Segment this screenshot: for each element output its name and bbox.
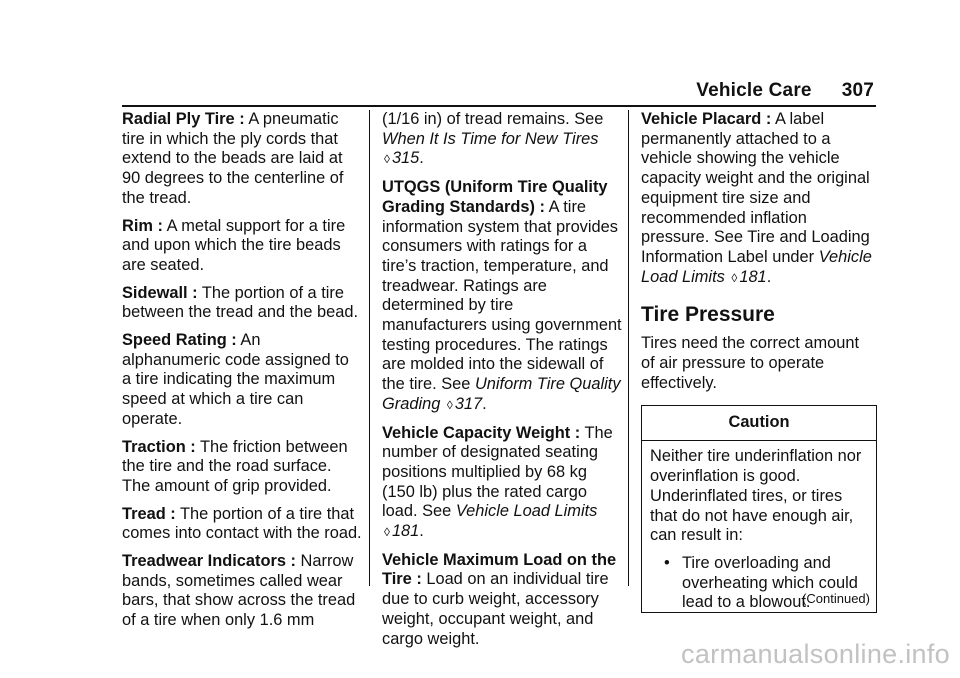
header-rule	[122, 105, 876, 107]
cross-reference-link[interactable]: Uniform Tire Quality Grading	[382, 375, 621, 413]
bullet-text: Tire overloading and overheating which could lead to a blowout.	[682, 553, 858, 612]
column-divider-1	[369, 110, 370, 586]
glossary-term: UTQGS (Uniform Tire Quality Grading Standards) :	[382, 178, 608, 216]
page-ref-icon: ◊	[446, 397, 453, 412]
caution-title: Caution	[642, 406, 876, 441]
page-ref-icon: ◊	[384, 525, 390, 540]
section-heading: Tire Pressure	[641, 303, 775, 327]
glossary-term: Vehicle Capacity Weight :	[382, 423, 581, 442]
glossary-definition: A metal support for a tire and upon which the tire beads are seated.	[122, 216, 346, 274]
glossary-entry-vehicle-placard	[641, 110, 877, 288]
cross-reference-link[interactable]: Vehicle Load Limits	[455, 502, 598, 521]
glossary-term: Vehicle Maximum Load on the Tire :	[382, 550, 617, 589]
page-reference[interactable]: 181	[739, 267, 767, 286]
cross-reference-link[interactable]: When It Is Time for New Tires	[382, 129, 599, 148]
glossary-entry-treadwear-indicators	[122, 552, 362, 631]
period: .	[419, 522, 424, 541]
caution-box	[641, 405, 877, 613]
page-reference[interactable]: 181	[391, 522, 420, 541]
glossary-definition: The friction between the tire and the road surface. The amount of grip provided.	[122, 437, 348, 495]
page-number: 307	[841, 80, 874, 101]
section-name: Vehicle Care	[696, 80, 812, 101]
glossary-entry-utqgs	[382, 178, 622, 415]
column-1	[122, 110, 362, 639]
period: .	[482, 394, 487, 413]
column-3	[641, 110, 877, 613]
column-2	[382, 110, 622, 657]
period: .	[419, 149, 424, 168]
glossary-definition: Narrow bands, sometimes called wear bars, that show across the tread of a tire when only 1.6 mm	[122, 552, 356, 630]
glossary-definition: A label permanently attached to a vehicle showing the vehicle capacity weight and the original equipment tire size and recommended inflation pressure. See Tire and Loading Information Label under	[641, 110, 870, 266]
cross-reference-link[interactable]: Vehicle Load Limits	[641, 247, 872, 286]
page-header	[696, 80, 874, 102]
glossary-definition: A tire information system that provides consumers with ratings for a tire’s traction, temperature, and treadwear. Ratings are determined by tire manufacturers using government testing procedures. The ratings are molded into the sidewall of the tire. See	[382, 197, 622, 394]
glossary-entry-traction	[122, 438, 362, 497]
glossary-entry-speed-rating	[122, 331, 362, 430]
glossary-definition: The number of designated seating positions multiplied by 68 kg (150 lb) plus the rated cargo load. See	[382, 423, 613, 521]
site-watermark: carmanualsonline.info	[681, 639, 950, 669]
glossary-entry-vehicle-maximum-load	[382, 551, 622, 650]
glossary-definition: The portion of a tire between the tread and the bead.	[122, 283, 359, 322]
column-divider-2	[628, 110, 629, 586]
glossary-term: Radial Ply Tire :	[122, 110, 245, 128]
glossary-definition: A pneumatic tire in which the ply cords that extend to the beads are laid at 90 degrees to the centerline of the tread.	[122, 110, 344, 207]
bullet-icon: •	[664, 553, 670, 572]
continuation-text: (1/16 in) of tread remains. See	[382, 110, 604, 128]
page-ref-icon: ◊	[384, 152, 390, 167]
caution-text: Neither tire underinflation nor overinflation is good. Underinflated tires, or tires that do not have enough air, can result in:	[650, 447, 862, 545]
glossary-definition: Load on an individual tire due to curb weight, accessory weight, occupant weight, and cargo weight.	[382, 570, 609, 648]
glossary-entry-rim	[122, 217, 362, 276]
glossary-definition: The portion of a tire that comes into contact with the road.	[122, 504, 362, 543]
glossary-definition: An alphanumeric code assigned to a tire indicating the maximum speed at which a tire can operate.	[122, 331, 349, 428]
glossary-entry-tread	[122, 505, 362, 544]
continued-label: (Continued)	[802, 590, 870, 606]
glossary-term: Traction :	[122, 437, 196, 456]
glossary-entry-sidewall	[122, 284, 362, 323]
glossary-term: Tread :	[122, 504, 176, 523]
glossary-term: Treadwear Indicators :	[122, 552, 296, 571]
glossary-entry-vehicle-capacity-weight	[382, 424, 622, 543]
page-reference[interactable]: 315	[391, 149, 420, 168]
glossary-term: Sidewall :	[122, 283, 198, 302]
glossary-entry-radial-ply-tire	[122, 110, 362, 209]
glossary-term: Speed Rating :	[122, 331, 237, 350]
glossary-term: Vehicle Placard :	[641, 110, 772, 128]
page-reference[interactable]: 317	[454, 394, 483, 413]
treadwear-continuation	[382, 110, 622, 170]
section-intro: Tires need the correct amount of air pressure to operate effectively.	[641, 334, 860, 392]
page-ref-icon: ◊	[731, 270, 738, 285]
caution-body	[642, 441, 876, 613]
glossary-term: Rim :	[122, 216, 163, 235]
period: .	[766, 267, 772, 286]
